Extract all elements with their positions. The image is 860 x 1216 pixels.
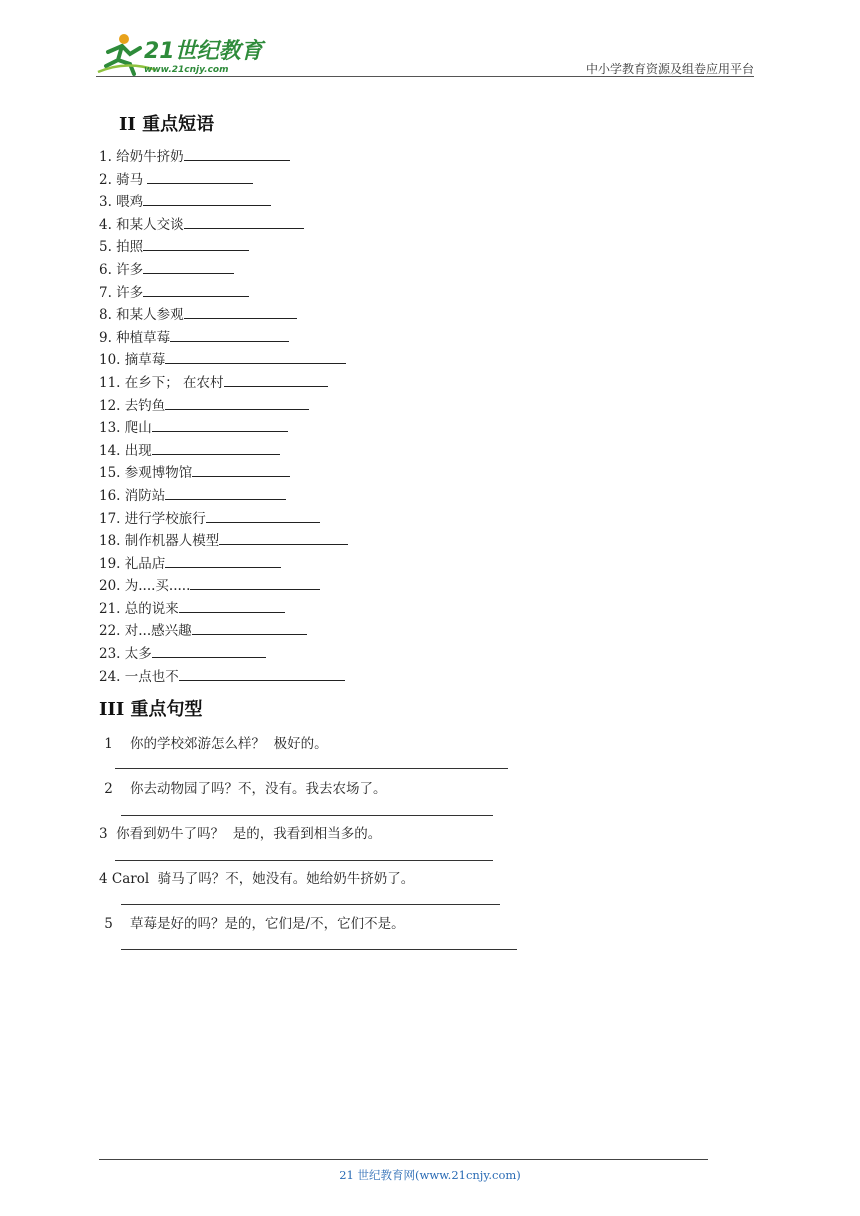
list-item: 23. 太多: [99, 643, 348, 666]
logo: [96, 30, 266, 78]
svg-text:21世纪教育: 21世纪教育: [144, 39, 263, 64]
list-item: 24. 一点也不: [99, 666, 348, 689]
answer-line: [121, 815, 493, 816]
svg-text:www.21cnjy.com: www.21cnjy.com: [144, 65, 229, 75]
sentence-item: 4 Carol 骑马了吗？不，她没有。她给奶牛挤奶了。: [99, 871, 415, 887]
section-title-phrases: II 重点短语: [119, 114, 215, 135]
answer-line: [115, 860, 493, 861]
list-item: 16. 消防站: [99, 485, 348, 508]
list-item: 4. 和某人交谈: [99, 214, 348, 237]
list-item: 2. 骑马: [99, 169, 348, 192]
list-item: 13. 爬山: [99, 417, 348, 440]
section-title-sentences: III 重点句型: [99, 699, 203, 720]
list-item: 14. 出现: [99, 440, 348, 463]
list-item: 19. 礼品店: [99, 553, 348, 576]
page-header: [96, 30, 754, 80]
sentence-item: 2 你去动物园了吗？不，没有。我去农场了。: [100, 781, 387, 797]
header-divider: [96, 76, 754, 77]
list-item: 11. 在乡下； 在农村: [99, 372, 348, 395]
list-item: 9. 种植草莓: [99, 327, 348, 350]
sentence-item: 1 你的学校郊游怎么样？ 极好的。: [100, 736, 328, 752]
footer-divider: [99, 1159, 708, 1160]
sentence-item: 3 你看到奶牛了吗？ 是的，我看到相当多的。: [99, 826, 382, 842]
list-item: 3. 喂鸡: [99, 191, 348, 214]
list-item: 8. 和某人参观: [99, 304, 348, 327]
list-item: 5. 拍照: [99, 236, 348, 259]
sentence-item: 5 草莓是好的吗？是的，它们是/不，它们不是。: [100, 916, 405, 932]
footer-link[interactable]: 21 世纪教育网(www.21cnjy.com): [339, 1168, 521, 1182]
list-item: 10. 摘草莓: [99, 349, 348, 372]
phrase-list: [99, 146, 348, 688]
list-item: 21. 总的说来: [99, 598, 348, 621]
answer-line: [121, 904, 500, 905]
list-item: 7. 许多: [99, 282, 348, 305]
answer-line: [121, 949, 517, 950]
list-item: 22. 对...感兴趣: [99, 620, 348, 643]
list-item: 18. 制作机器人模型: [99, 530, 348, 553]
list-item: 1. 给奶牛挤奶: [99, 146, 348, 169]
list-item: 17. 进行学校旅行: [99, 508, 348, 531]
answer-line: [115, 768, 508, 769]
list-item: 6. 许多: [99, 259, 348, 282]
header-site-name: 中小学教育资源及组卷应用平台: [585, 62, 754, 76]
list-item: 12. 去钓鱼: [99, 395, 348, 418]
list-item: 15. 参观博物馆: [99, 462, 348, 485]
list-item: 20. 为....买.....: [99, 575, 348, 598]
